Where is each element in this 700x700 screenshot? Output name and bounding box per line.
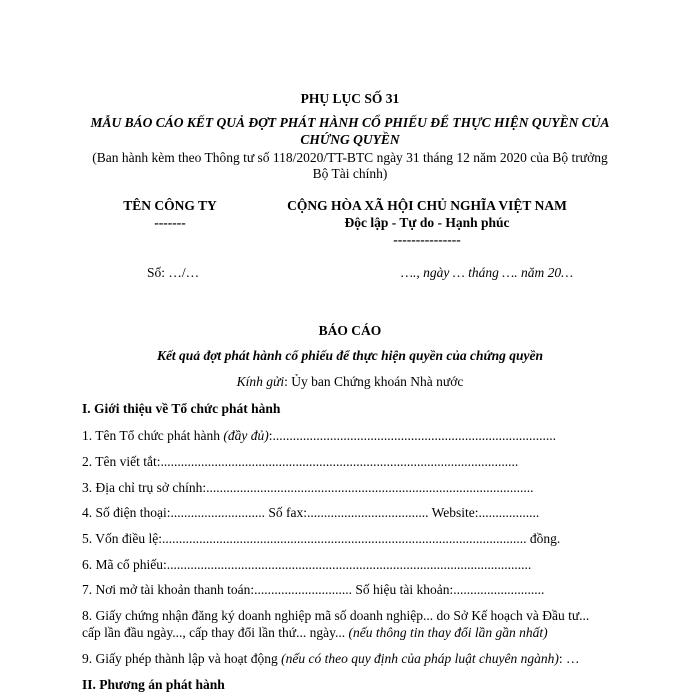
report-subtitle: Kết quả đợt phát hành cổ phiếu để thực hiện quyền của chứng quyền xyxy=(156,348,544,363)
document-date: …., ngày … tháng …. năm 20… xyxy=(401,265,574,280)
item-payment-account: 7. Nơi mở tài khoản thanh toán:............................. Số hiệu tài khoản:........................... xyxy=(82,582,545,597)
item-short-name: 2. Tên viết tắt:.......................................................................................................... xyxy=(82,454,519,469)
motto-divider: --------------- xyxy=(393,232,461,247)
report-title: BÁO CÁO xyxy=(318,323,382,338)
item-business-registration-line1: 8. Giấy chứng nhận đăng ký doanh nghiệp mã số doanh nghiệp... do Sở Kế hoạch và Đầu tư... xyxy=(82,608,590,623)
issued-note-line2: Bộ Tài chính) xyxy=(312,166,388,181)
issued-note-line1: (Ban hành kèm theo Thông tư số 118/2020/TT-BTC ngày 31 tháng 12 năm 2020 của Bộ trưởng xyxy=(92,150,608,165)
item-charter-capital: 5. Vốn điều lệ:............................................................................................................ đồng. xyxy=(82,531,561,546)
recipient-name: : Ủy ban Chứng khoán Nhà nước xyxy=(284,374,464,389)
recipient-prefix: Kính gửi xyxy=(236,374,285,389)
appendix-title: PHỤ LỤC SỐ 31 xyxy=(300,91,400,106)
item-establishment-license: 9. Giấy phép thành lập và hoạt động (nếu có theo quy định của pháp luật chuyên ngành): … xyxy=(82,651,580,666)
item-issuer-full-name: 1. Tên Tổ chức phát hành (đầy đủ):.................................................................................... xyxy=(82,428,557,443)
item-stock-code: 6. Mã cổ phiếu:............................................................................................................ xyxy=(82,557,532,572)
nation-title: CỘNG HÒA XÃ HỘI CHỦ NGHĨA VIỆT NAM xyxy=(287,198,567,213)
form-title-line2: CHỨNG QUYỀN xyxy=(300,132,400,147)
report-recipient xyxy=(0,374,700,390)
national-motto: Độc lập - Tự do - Hạnh phúc xyxy=(344,215,510,230)
item-head-office-address: 3. Địa chỉ trụ sở chính:................................................................................................. xyxy=(82,480,534,495)
form-title-line1: MẪU BÁO CÁO KẾT QUẢ ĐỢT PHÁT HÀNH CỔ PHIẾU ĐỂ THỰC HIỆN QUYỀN CỦA xyxy=(90,115,610,130)
item-business-registration-line2: cấp lần đầu ngày..., cấp thay đổi lần thứ... ngày... (nếu thông tin thay đổi lần gần nhất) xyxy=(82,625,548,640)
company-divider: ------- xyxy=(154,215,186,230)
document-number: Số: …/… xyxy=(147,265,200,280)
item-contact-info: 4. Số điện thoại:............................ Số fax:.................................... Website:.................. xyxy=(82,505,540,520)
company-name: TÊN CÔNG TY xyxy=(123,198,217,213)
section1-heading: I. Giới thiệu về Tổ chức phát hành xyxy=(82,401,281,416)
section2-heading: II. Phương án phát hành xyxy=(82,677,225,692)
